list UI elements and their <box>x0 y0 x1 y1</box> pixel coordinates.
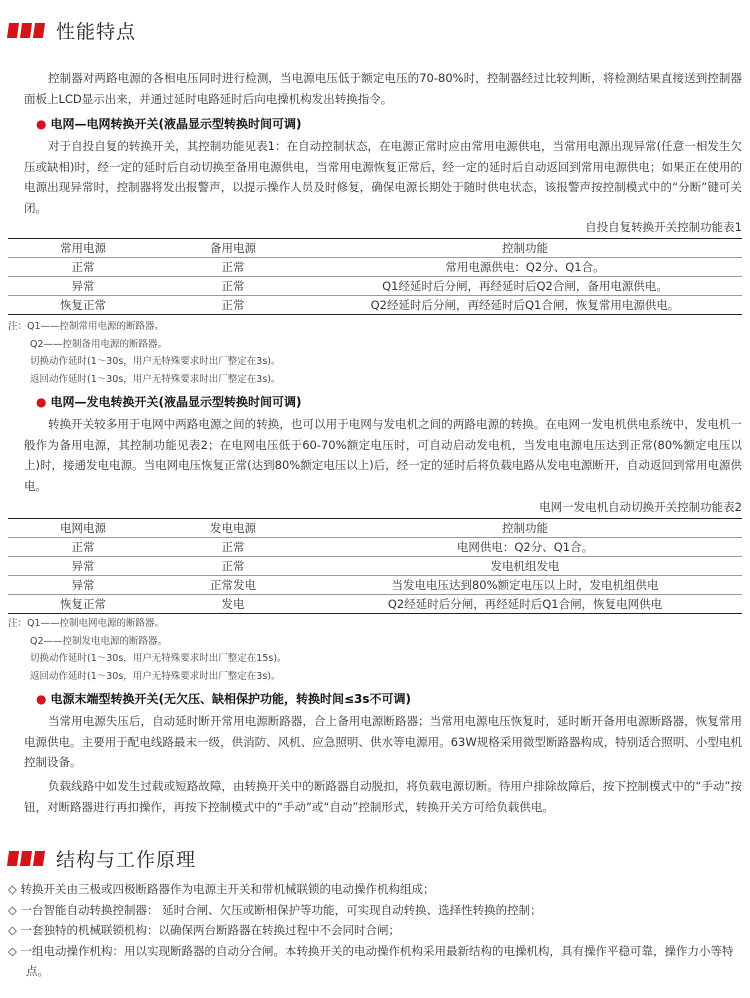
structure-list <box>8 879 748 982</box>
table-cell: 备用电源 <box>158 239 308 258</box>
table-cell: 正常 <box>158 557 308 576</box>
table-cell: 常用电源 <box>8 239 158 258</box>
table-row <box>8 296 742 315</box>
red-bars-decoration <box>8 851 44 866</box>
bullet-dot-icon: ● <box>36 117 47 131</box>
intro-paragraph: 控制器对两路电源的各相电压同时进行检测，当电源电压低于额定电压的70-80%时，控制器经过比较判断，将检测结果直接送到控制器面板上LCD显示出来，并通过延时电路延时后向电操机构发出转换指令。 <box>24 71 742 106</box>
terminal-paragraph-2: 负载线路中如发生过载或短路故障，由转换开关中的断路器自动脱扣，将负载电源切断。待用户排除故障后，按下控制模式中的“手动”按钮，对断路器进行再扣操作，再按下控制模式中的“手动”或“自动”控制形式，转换开关方可给负载供电。 <box>24 779 742 814</box>
table-cell: Q2经延时后分闸，再经延时后Q1合闸，恢复常用电源供电。 <box>308 296 742 315</box>
table-cell: 异常 <box>8 576 158 595</box>
table-cell: 发电机组发电 <box>308 557 742 576</box>
note-line: 注：Q1——控制常用电源的断路器。 <box>8 321 165 332</box>
heading-text: 电源末端型转换开关(无欠压、缺相保护功能，转换时间≤3s不可调) <box>50 692 412 706</box>
table-cell: 恢复正常 <box>8 595 158 614</box>
table-cell: 常用电源供电：Q2分、Q1合。 <box>308 258 742 277</box>
table-cell: 正常 <box>158 296 308 315</box>
table-row <box>8 576 742 595</box>
table-row <box>8 595 742 614</box>
list-item: ◇ 一组电动操作机构：用以实现断路器的自动分合闸。本转换开关的电动操作机构采用最新结构的电操机构，具有操作平稳可靠，操作力小等特点。 <box>8 943 734 978</box>
table-cell: 电网电源 <box>8 519 158 538</box>
note-line: 切换动作延时(1～30s，用户无特殊要求时出厂整定在3s)。 <box>30 356 281 367</box>
table-cell: 正常 <box>8 258 158 277</box>
table-cell: Q2经延时后分闸，再经延时后Q1合闸，恢复电网供电 <box>308 595 742 614</box>
note-line: 返回动作延时(1～30s，用户无特殊要求时出厂整定在3s)。 <box>30 373 281 385</box>
grid-paragraph: 对于自投自复的转换开关，其控制功能见表1：在自动控制状态，在电源正常时应由常用电源供电，当常用电源出现异常(任意一相发生欠压或缺相)时，经一定的延时后自动切换至备用电源供电，当常用电源恢复正常后，经一定的延时后自动返回到常用电源供电；如果正在使用的电源出现异常时，控制器将发出报警声，以提示操作人员及时修复，确保电源长期处于随时供电状态，该报警声按控制模式中的“分断”键可关闭。 <box>24 139 742 215</box>
table-row <box>8 538 742 557</box>
table-cell: 电网供电：Q2分、Q1合。 <box>308 538 742 557</box>
subsection-heading-terminal <box>36 690 411 708</box>
section-title: 性能特点 <box>56 20 137 43</box>
table-cell: 发电 <box>158 595 308 614</box>
list-item: ◇ 转换开关由三极或四极断路器作为电源主开关和带机械联锁的电动操作机构组成； <box>8 882 435 896</box>
section-header-structure <box>8 843 196 873</box>
table-cell: 控制功能 <box>308 239 742 258</box>
subsection-heading-grid-generator <box>36 393 301 411</box>
heading-text: 电网—发电转换开关(液晶显示型转换时间可调) <box>50 395 302 409</box>
note-line: 注：Q1——控制电网电源的断路器。 <box>8 618 165 629</box>
terminal-paragraph-1: 当常用电源失压后，自动延时断开常用电源断路器，合上备用电源断路器；当常用电源电压恢复时，延时断开备用电源断路器，恢复常用电源供电。主要用于配电线路最末一级，供消防、风机、应急照明、供水等电源用。63W规格采用微型断路器构成，特别适合照明、小型电机控制设备。 <box>24 714 742 769</box>
subsection-heading-grid-grid <box>36 115 301 133</box>
table1-notes <box>8 318 281 388</box>
table-cell: 异常 <box>8 277 158 296</box>
note-line: 切换动作延时(1～30s，用户无特殊要求时出厂整定在15s)。 <box>30 653 287 664</box>
table-cell: 正常 <box>158 538 308 557</box>
note-line: Q2——控制备用电源的断路器。 <box>30 338 168 350</box>
table-header-row <box>8 239 742 258</box>
table-cell: 发电电源 <box>158 519 308 538</box>
table-cell: 恢复正常 <box>8 296 158 315</box>
table2-caption: 电网一发电机自动切换开关控制功能表2 <box>539 500 742 514</box>
section-title: 结构与工作原理 <box>56 848 197 871</box>
table-cell: 正常发电 <box>158 576 308 595</box>
table-row <box>8 258 742 277</box>
table1-caption: 自投自复转换开关控制功能表1 <box>585 220 742 234</box>
table2-notes <box>8 615 287 685</box>
bullet-dot-icon: ● <box>36 395 47 409</box>
heading-text: 电网—电网转换开关(液晶显示型转换时间可调) <box>50 117 302 131</box>
list-item: ◇ 一套独特的机械联锁机构：以确保两台断路器在转换过程中不会同时合闸； <box>8 923 400 937</box>
generator-paragraph: 转换开关较多用于电网中两路电源之间的转换，也可以用于电网与发电机之间的两路电源的转换。在电网一发电机供电系统中，发电机一般作为备用电源，其控制功能见表2；在电网电压低于60-70%额定电压时，可自动启动发电机，当发电电源电压达到正常(80%额定电压以上)时，接通发电电源。当电网电压恢复正常(达到80%额定电压以上)后，经一定的延时后将负载电路从发电电源断开，自动返回到常用电源供电。 <box>24 417 742 493</box>
table-row <box>8 557 742 576</box>
list-item: ◇ 一台智能自动转换控制器： 延时合闸、欠压或断相保护等功能，可实现自动转换、选择性转换的控制； <box>8 902 542 917</box>
function-table-1 <box>8 238 742 315</box>
table-cell: Q1经延时后分闸，再经延时后Q2合闸，备用电源供电。 <box>308 277 742 296</box>
table-cell: 异常 <box>8 557 158 576</box>
note-line: 返回动作延时(1～30s，用户无特殊要求时出厂整定在3s)。 <box>30 670 281 682</box>
table-cell: 正常 <box>158 277 308 296</box>
bullet-dot-icon: ● <box>36 692 47 706</box>
table-cell: 正常 <box>158 258 308 277</box>
section-header-features <box>8 15 136 45</box>
note-line: Q2——控制发电电源的断路器。 <box>30 635 168 647</box>
table-cell: 当发电电压达到80%额定电压以上时，发电机组供电 <box>308 576 742 595</box>
table-header-row <box>8 519 742 538</box>
table-cell: 控制功能 <box>308 519 742 538</box>
red-bars-decoration <box>8 23 44 38</box>
function-table-2 <box>8 518 742 614</box>
table-cell: 正常 <box>8 538 158 557</box>
table-row <box>8 277 742 296</box>
